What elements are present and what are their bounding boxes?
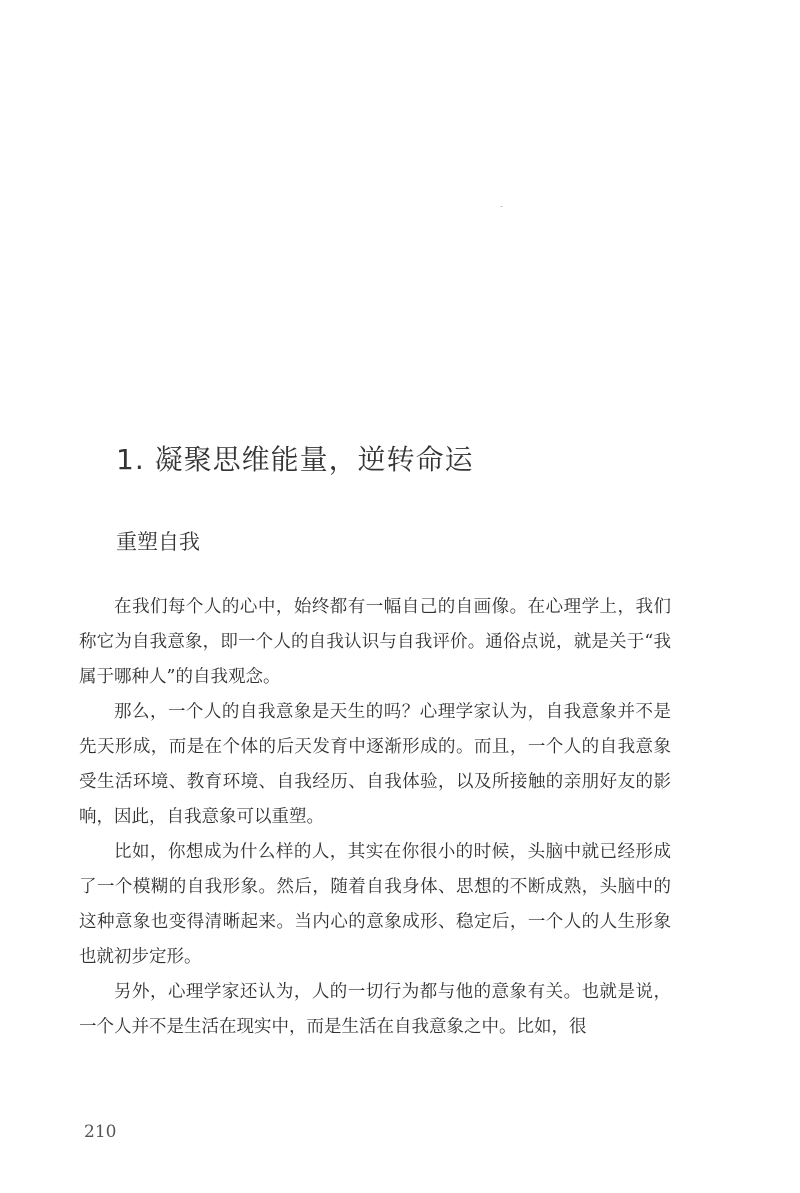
paragraph-4: 另外，心理学家还认为，人的一切行为都与他的意象有关。也就是说，一个人并不是生活在现实中，而是生活在自我意象之中。比如，很: [79, 982, 671, 1037]
scan-speck: [500, 206, 503, 207]
paragraph-3: 比如，你想成为什么样的人，其实在你很小的时候，头脑中就已经形成了一个模糊的自我形象。然后，随着自我身体、思想的不断成熟，头脑中的这种意象也变得清晰起来。当内心的意象成形、稳定后，一个人的人生形象也就初步定形。: [79, 842, 671, 967]
paragraph-1: 在我们每个人的心中，始终都有一幅自己的自画像。在心理学上，我们称它为自我意象，即一个人的自我认识与自我评价。通俗点说，就是关于“我属于哪种人”的自我观念。: [79, 597, 671, 687]
body-text: [79, 590, 671, 1045]
chapter-title: 1. 凝聚思维能量，逆转命运: [116, 443, 474, 476]
page-number: 210: [84, 1122, 117, 1142]
paragraph-2: 那么，一个人的自我意象是天生的吗？心理学家认为，自我意象并不是先天形成，而是在个体的后天发育中逐渐形成的。而且，一个人的自我意象受生活环境、教育环境、自我经历、自我体验，以及所接触的亲朋好友的影响，因此，自我意象可以重塑。: [79, 702, 671, 827]
section-title: 重塑自我: [116, 530, 200, 554]
